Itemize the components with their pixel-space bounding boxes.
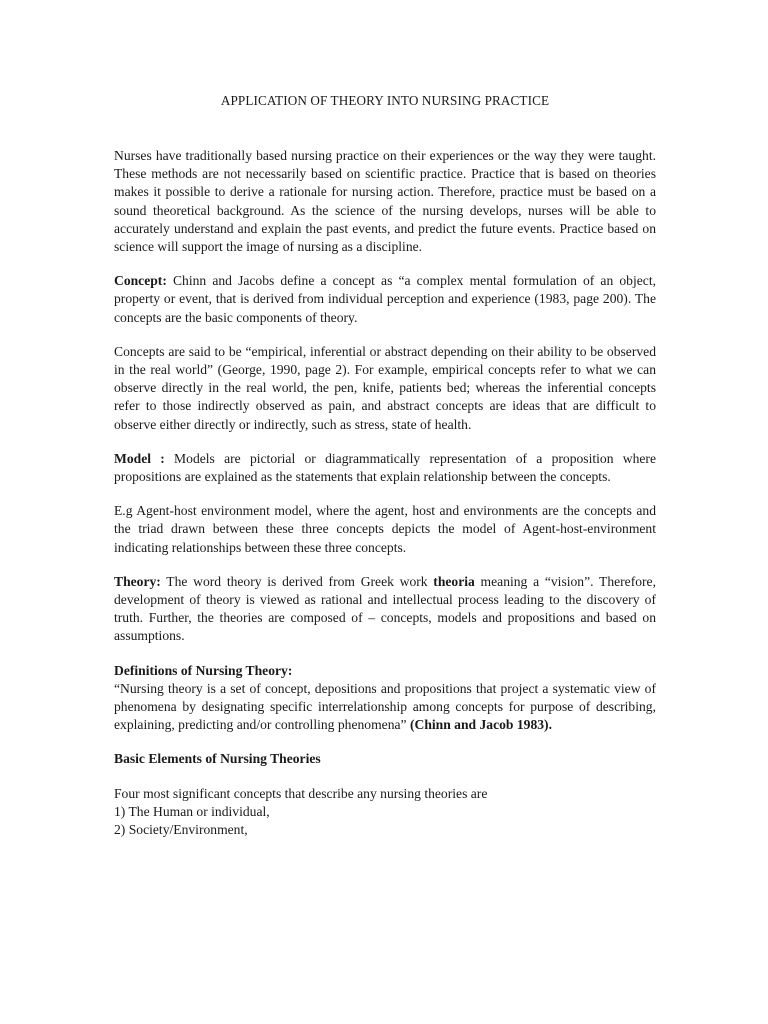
model-text: Models are pictorial or diagrammatically representation of a proposition where propositions are explained as the statements that explain relationship between the concepts. (114, 450, 656, 485)
basic-elements-heading: Basic Elements of Nursing Theories (114, 751, 321, 767)
theory-label: Theory: (114, 573, 161, 589)
model-label: Model : (114, 450, 165, 466)
theory-text-b: meaning a “vision”. Therefore, development of theory is viewed as rational and intellectual process leading to the discovery of truth. Further, the theories are composed of – concepts, models and propositions and based on assumptions. (114, 573, 656, 644)
theory-paragraph (114, 573, 656, 646)
theory-bold-word: theoria (433, 573, 475, 589)
intro-paragraph: Nurses have traditionally based nursing practice on their experiences or the way they were taught. These methods are not necessarily based on scientific practice. Practice that is based on theories makes it possible to derive a rationale for nursing action. Therefore, practice must be based on a sound theoretical background. As the science of the nursing develops, nurses will be able to accurately understand and explain the past events, and predict the future events. Practice based on science will support the image of nursing as a discipline. (114, 148, 656, 255)
definition-quote (114, 680, 656, 735)
concept-paragraph (114, 272, 656, 327)
concept-label: Concept: (114, 273, 167, 289)
definition-citation: (Chinn and Jacob 1983). (409, 717, 552, 733)
list-item: 1) The Human or individual, (114, 803, 270, 819)
example-paragraph: E.g Agent-host environment model, where the agent, host and environments are the concepts and the triad drawn between these three concepts depicts the model of Agent-host-environment indicating relationships between these three concepts. (114, 503, 656, 555)
basic-elements-list (114, 803, 656, 839)
page-title: APPLICATION OF THEORY INTO NURSING PRACTICE (220, 93, 550, 108)
definition-quote-text: “Nursing theory is a set of concept, depositions and propositions that project a systematic view of phenomena by designating specific interrelationship among concepts for purpose of describing, explaining, predicting and/or controlling phenomena” (114, 680, 656, 733)
basic-elements-intro: Four most significant concepts that describe any nursing theories are (114, 785, 488, 801)
list-item: 2) Society/Environment, (114, 822, 248, 838)
concepts-types-paragraph: Concepts are said to be “empirical, inferential or abstract depending on their ability to be observed in the real world” (George, 1990, page 2). For example, empirical concepts refer to what we can observe directly in the real world, the pen, knife, patients bed; whereas the inferential concepts refer to those indirectly observed as pain, and abstract concepts are ideas that are difficult to observe either directly or indirectly, such as stress, state of health. (114, 343, 656, 432)
definitions-heading: Definitions of Nursing Theory: (114, 662, 293, 678)
model-paragraph (114, 450, 656, 486)
concept-text: Chinn and Jacobs define a concept as “a complex mental formulation of an object, property or event, that is derived from individual perception and experience (1983, page 200). The concepts are the basic components of theory. (114, 273, 656, 325)
theory-text-a: The word theory is derived from Greek work (160, 573, 434, 589)
